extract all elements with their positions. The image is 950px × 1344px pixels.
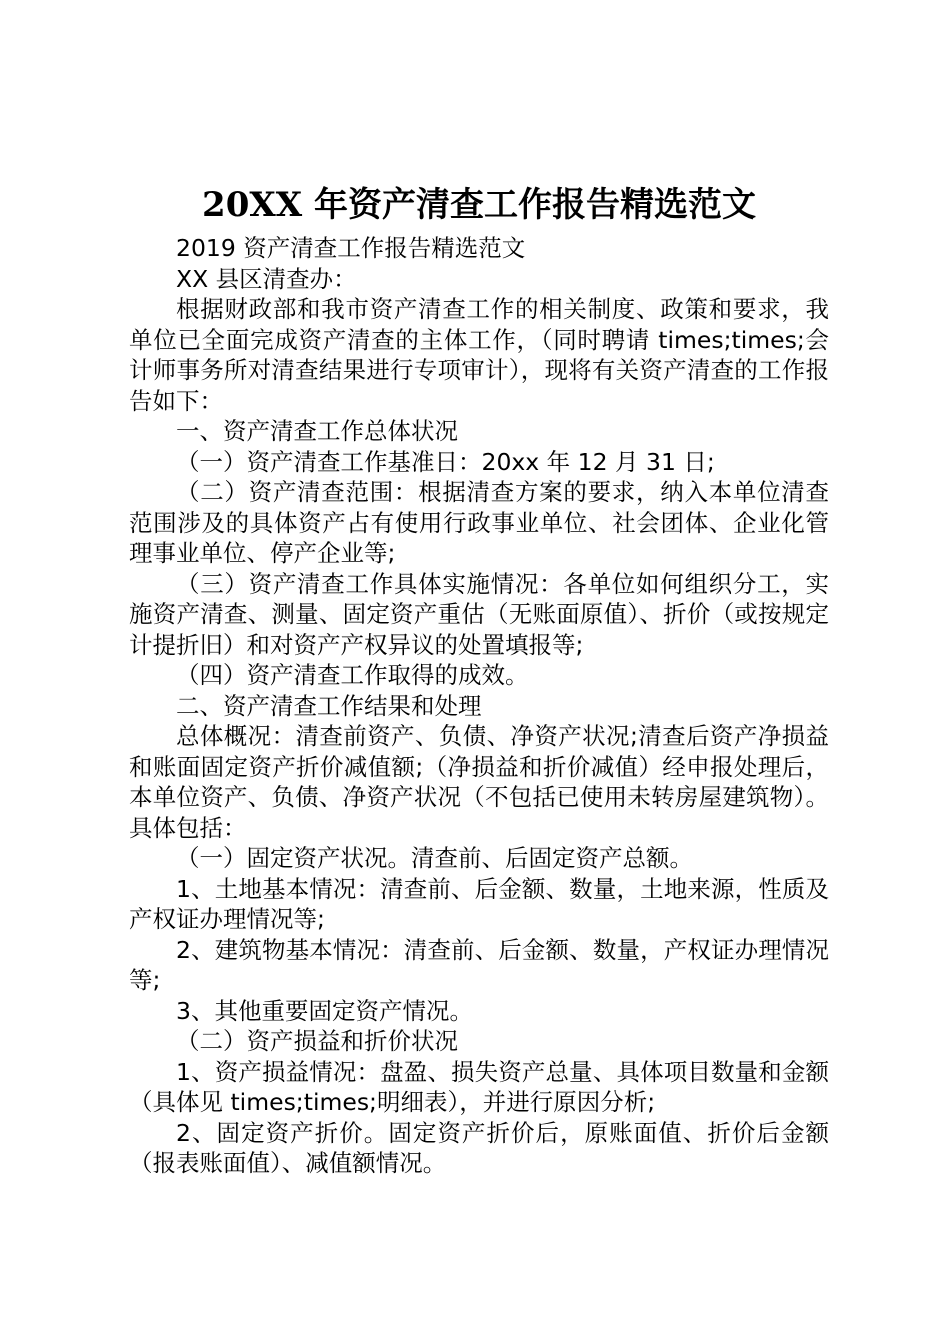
paragraph-summary: 总体概况：清查前资产、负债、净资产状况;清查后资产净损益和账面固定资产折价减值额;（净损益和折价减值）经申报处理后，本单位资产、负债、净资产状况（不包括已使用未转房屋建筑物）。具体包括：: [129, 722, 829, 842]
paragraph-addressee: XX 县区清查办：: [176, 264, 357, 293]
section-heading-outcome: 二、资产清查工作结果和处理: [176, 691, 482, 720]
list-item-depreciation: 2、固定资产折价。固定资产折价后，原账面值、折价后金额（报表账面值）、减值额情况。: [129, 1118, 829, 1177]
paragraph-fixed-assets: （一）固定资产状况。清查前、后固定资产总额。: [176, 844, 693, 872]
document-title: 20XX 年资产清查工作报告精选范文: [202, 185, 756, 225]
list-item-buildings: 2、建筑物基本情况：清查前、后金额、数量，产权证办理情况等;: [129, 935, 829, 994]
section-heading-overview: 一、资产清查工作总体状况: [176, 417, 458, 445]
list-item-land: 1、土地基本情况：清查前、后金额、数量，土地来源，性质及产权证办理情况等;: [129, 874, 829, 933]
paragraph-gains-losses: （二）资产损益和折价状况: [176, 1027, 458, 1055]
paragraph-subtitle: 2019 资产清查工作报告精选范文: [176, 234, 526, 262]
paragraph-scope: （二）资产清查范围：根据清查方案的要求，纳入本单位清查范围涉及的具体资产占有使用行政事业单位、社会团体、企业化管理事业单位、停产企业等;: [129, 478, 829, 567]
paragraph-base-date: （一）资产清查工作基准日：20xx 年 12 月 31 日;: [176, 447, 715, 476]
document-body: [129, 233, 829, 1179]
list-item-other-assets: 3、其他重要固定资产情况。: [176, 996, 473, 1025]
list-item-gains-losses: 1、资产损益情况：盘盈、损失资产总量、具体项目数量和金额（具体见 times;times;明细表），并进行原因分析;: [129, 1057, 829, 1116]
paragraph-intro: 根据财政部和我市资产清查工作的相关制度、政策和要求，我单位已全面完成资产清查的主体工作，（同时聘请 times;times;会计师事务所对清查结果进行专项审计），现将有关资产清查的工作报告如下：: [129, 295, 829, 415]
paragraph-implementation: （三）资产清查工作具体实施情况：各单位如何组织分工，实施资产清查、测量、固定资产重估（无账面原值）、折价（或按规定计提折旧）和对资产产权异议的处置填报等;: [129, 569, 829, 659]
paragraph-results: （四）资产清查工作取得的成效。: [176, 661, 529, 689]
